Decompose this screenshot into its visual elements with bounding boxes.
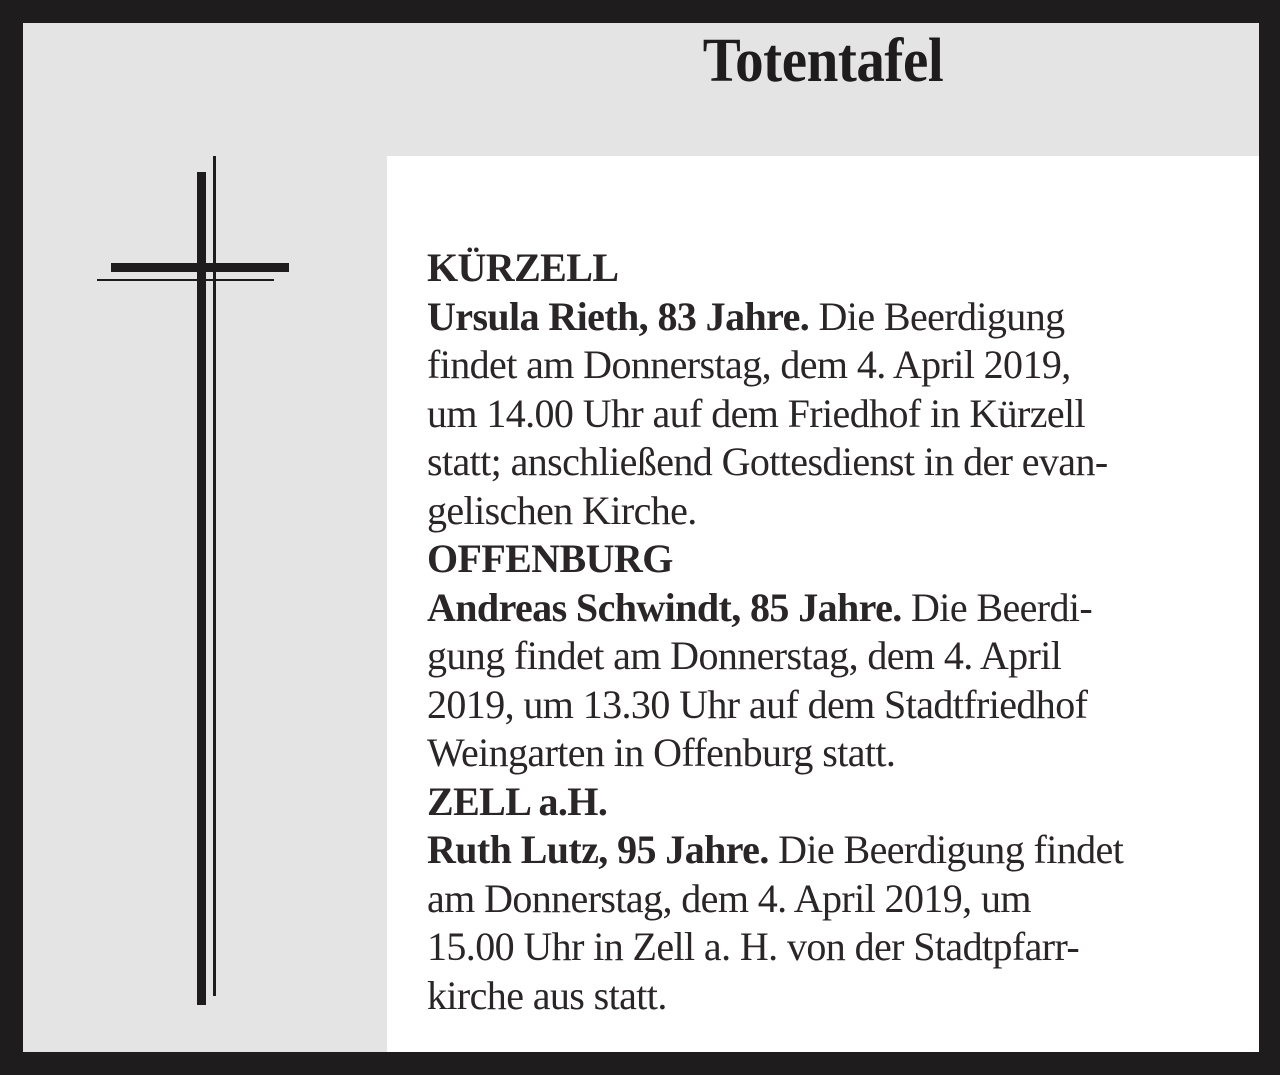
entry-text-line: 15.00 Uhr in Zell a. H. von der Stadtpfarr-	[427, 924, 1080, 969]
entry-first-line	[427, 293, 1227, 342]
entry-first-line	[427, 826, 1227, 875]
entry-text-line: 2019, um 13.30 Uhr auf dem Stadtfriedhof	[427, 681, 1088, 727]
entry-name: Andreas Schwindt, 85 Jahre.	[427, 584, 902, 630]
entry-text-line: um 14.00 Uhr auf dem Friedhof in Kürzell	[427, 390, 1086, 436]
entry-place: KÜRZELL	[427, 245, 619, 290]
entry-first-line	[427, 584, 1227, 633]
entry-text-line: findet am Donnerstag, dem 4. April 2019,	[427, 342, 1071, 387]
entry-text-line: gung findet am Donnerstag, dem 4. April	[427, 633, 1062, 678]
entry-name: Ruth Lutz, 95 Jahre.	[427, 827, 769, 872]
entry-place: OFFENBURG	[427, 536, 673, 581]
obituary-entry	[427, 244, 1227, 535]
entry-text: Die Beerdi-	[901, 584, 1093, 630]
entry-text: Die Beerdigung	[809, 293, 1065, 339]
entry-text-line: statt; anschließend Gottesdienst in der evan-	[427, 439, 1108, 484]
entry-text-line: am Donnerstag, dem 4. April 2019, um	[427, 875, 1031, 921]
obituary-list	[427, 244, 1227, 1020]
obituary-entry	[427, 535, 1227, 778]
entry-text-line: gelischen Kirche.	[427, 487, 697, 533]
entry-name: Ursula Rieth, 83 Jahre.	[427, 293, 810, 339]
entry-text-line: kirche aus statt.	[427, 972, 667, 1018]
entry-text-line: Weingarten in Offenburg statt.	[427, 730, 896, 775]
entry-text: Die Beerdigung findet	[768, 827, 1124, 872]
entry-place: ZELL a.H.	[427, 778, 608, 824]
obituary-entry	[427, 778, 1227, 1021]
page-title: Totentafel	[702, 27, 944, 95]
